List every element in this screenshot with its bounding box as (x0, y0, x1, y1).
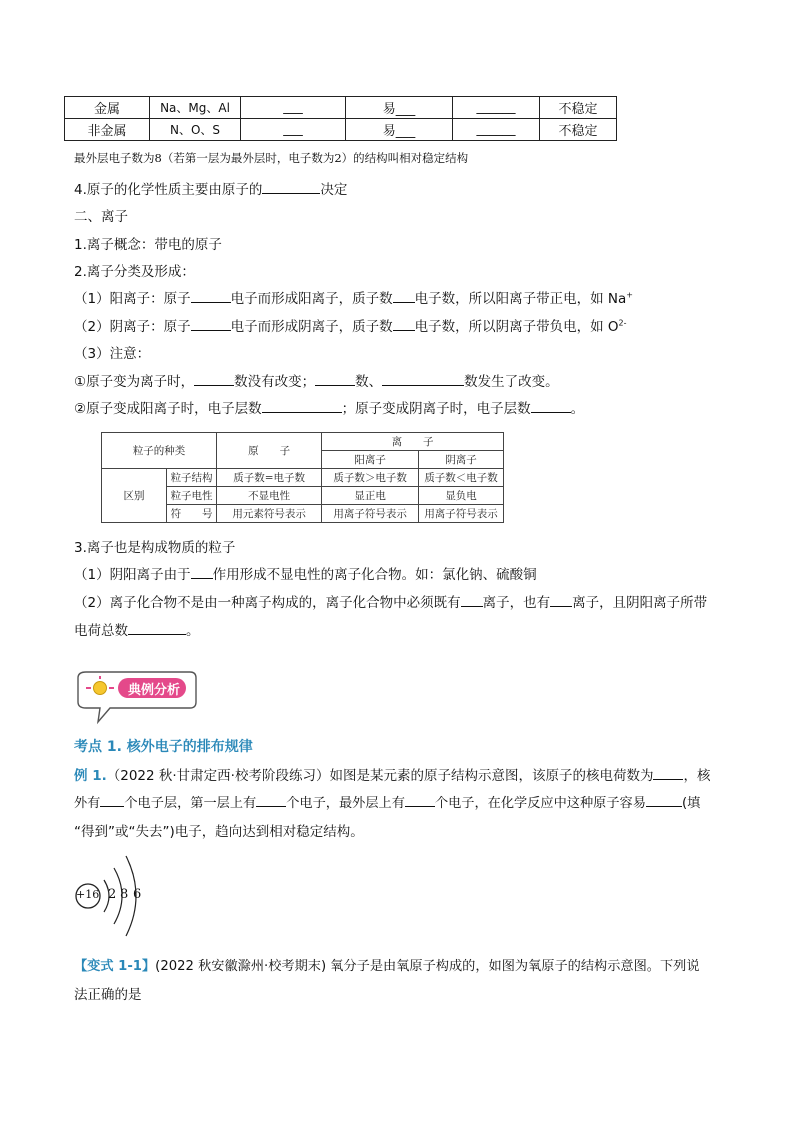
section-heading: 二、离子 (74, 209, 128, 225)
table-cell: N、O、S (150, 119, 241, 141)
text: ①原子变为离子时， (74, 374, 195, 390)
text: （2）离子化合物不是由一种离子构成的，离子化合物中必须既有 (74, 595, 461, 611)
table-cell: 区别 (102, 469, 167, 523)
text: 个电子，在化学反应中这种原子容易 (434, 796, 646, 811)
s3-heading: 3.离子也是构成物质的粒子 (74, 540, 236, 556)
example-analysis-badge (72, 668, 200, 726)
atom-structure-diagram (70, 850, 160, 940)
text: 。 (570, 401, 585, 417)
point-1 (74, 563, 537, 583)
table-cell: 质子数=电子数 (217, 469, 322, 487)
answer-blank (262, 181, 320, 194)
text: 电子而形成阳离子，质子数 (230, 291, 393, 307)
answer-blank (531, 400, 571, 413)
text: 作用形成不显电性的离子化合物。如：氯化钠、硫酸铜 (212, 567, 537, 583)
text: 。 (186, 623, 200, 639)
example-1-line-3: “得到”或“失去”)电子，趋向达到相对稳定结构。 (74, 824, 364, 840)
table-cell: 不显电性 (217, 487, 322, 505)
ion-concept: 1.离子概念：带电的原子 (74, 237, 222, 253)
answer-blank (393, 318, 415, 331)
answer-blank (405, 794, 435, 807)
cation-line (74, 287, 633, 307)
answer-blank (191, 566, 213, 579)
text: 电子数，所以阳离子带正电，如 Na (414, 291, 627, 307)
shell-3-electrons: 6 (133, 887, 142, 902)
notice-2 (74, 397, 584, 417)
table-row (102, 469, 504, 487)
table-cell: 用元素符号表示 (217, 505, 322, 523)
line-4 (74, 178, 347, 198)
table-cell: Na、Mg、Al (150, 97, 241, 119)
text: 电荷总数 (74, 623, 128, 639)
text: 电子数，所以阴离子带负电，如 O (414, 319, 619, 335)
point-2-cont (74, 619, 200, 639)
variant-1-1-line-1 (74, 955, 700, 974)
table-row (65, 97, 617, 119)
table-cell: 显负电 (419, 487, 504, 505)
text: 决定 (320, 182, 348, 198)
answer-blank (393, 290, 415, 303)
text: 离子，也有 (482, 595, 551, 611)
table-cell: 粒子结构 (167, 469, 217, 487)
answer-blank (315, 373, 355, 386)
text: （1）阴阳离子由于 (74, 567, 191, 583)
table-cell: 显正电 (322, 487, 419, 505)
answer-blank (128, 622, 186, 635)
answer-blank (194, 373, 234, 386)
table-cell: ______ (453, 97, 540, 119)
table-cell: 金属 (65, 97, 150, 119)
table-cell: 用离子符号表示 (419, 505, 504, 523)
text: ；原子变成阴离子时，电子层数 (341, 401, 531, 417)
table-header: 粒子的种类 (102, 433, 217, 469)
table-row (102, 433, 504, 451)
example-1-line-2 (74, 792, 700, 811)
answer-blank (100, 794, 124, 807)
table-cell: 质子数＜电子数 (419, 469, 504, 487)
table-row (65, 119, 617, 141)
answer-blank (262, 400, 342, 413)
answer-blank (382, 373, 464, 386)
text: ②原子变成阳离子时，电子层数 (74, 401, 262, 417)
charge: 2- (618, 318, 627, 328)
text: (2022 秋安徽滁州·校考期末) 氧分子是由氧原子构成的，如图为氧原子的结构示意图。下列说 (155, 959, 700, 974)
text: （2022 秋·甘肃定西·校考阶段练习）如图是某元素的原子结构示意图，该原子的核电荷数为 (106, 768, 654, 784)
text: 个电子，最外层上有 (286, 796, 405, 811)
example-label: 例 1. (74, 768, 107, 784)
text: (填 (681, 796, 701, 811)
exam-point-title: 考点 1. 核外电子的排布规律 (74, 739, 253, 755)
text: 4.原子的化学性质主要由原子的 (74, 182, 263, 198)
answer-blank (191, 318, 231, 331)
table-cell: 非金属 (65, 119, 150, 141)
shell-2-electrons: 8 (120, 887, 129, 902)
particle-comparison-table (101, 432, 504, 523)
text: （2）阴离子：原子 (74, 319, 191, 335)
table-cell: 不稳定 (540, 97, 617, 119)
table-cell: ______ (453, 119, 540, 141)
answer-blank (461, 594, 483, 607)
table-cell: 易___ (346, 119, 453, 141)
table-cell: 不稳定 (540, 119, 617, 141)
stable-structure-note: 最外层电子数为8（若第一层为最外层时，电子数为2）的结构叫相对稳定结构 (74, 151, 469, 165)
variant-1-1-line-2: 法正确的是 (74, 987, 142, 1003)
table-cell: 易___ (346, 97, 453, 119)
answer-blank (646, 794, 682, 807)
atom-type-table (64, 96, 617, 141)
text: 电子而形成阴离子，质子数 (230, 319, 393, 335)
table-cell: 质子数＞电子数 (322, 469, 419, 487)
table-header: 离 子 (322, 433, 504, 451)
table-header: 阳离子 (322, 451, 419, 469)
table-header: 原 子 (217, 433, 322, 469)
text: 数发生了改变。 (464, 374, 559, 390)
point-2 (74, 591, 707, 611)
table-cell: 粒子电性 (167, 487, 217, 505)
answer-blank (653, 767, 683, 780)
text: （1）阳离子：原子 (74, 291, 191, 307)
ion-classification: 2.离子分类及形成： (74, 264, 195, 280)
anion-line (74, 315, 627, 335)
charge: + (626, 290, 633, 300)
nucleus-charge: +16 (76, 888, 100, 901)
text: 数、 (355, 374, 383, 390)
answer-blank (550, 594, 572, 607)
notice-1 (74, 370, 559, 390)
table-header: 阴离子 (419, 451, 504, 469)
answer-blank (256, 794, 286, 807)
text: 数没有改变； (234, 374, 316, 390)
table-cell: ___ (241, 119, 346, 141)
table-cell: 符 号 (167, 505, 217, 523)
answer-blank (191, 290, 231, 303)
notice-heading: （3）注意： (74, 346, 151, 362)
text: 个电子层，第一层上有 (124, 796, 257, 811)
badge-label: 典例分析 (128, 683, 181, 698)
text: ，核 (683, 768, 711, 784)
variant-label: 【变式 1-1】 (74, 959, 156, 974)
shell-1-electrons: 2 (108, 887, 117, 902)
example-1-line-1 (74, 764, 710, 784)
table-cell: 用离子符号表示 (322, 505, 419, 523)
text: 离子，且阴阳离子所带 (572, 595, 708, 611)
table-cell: ___ (241, 97, 346, 119)
text: 外有 (74, 796, 101, 811)
